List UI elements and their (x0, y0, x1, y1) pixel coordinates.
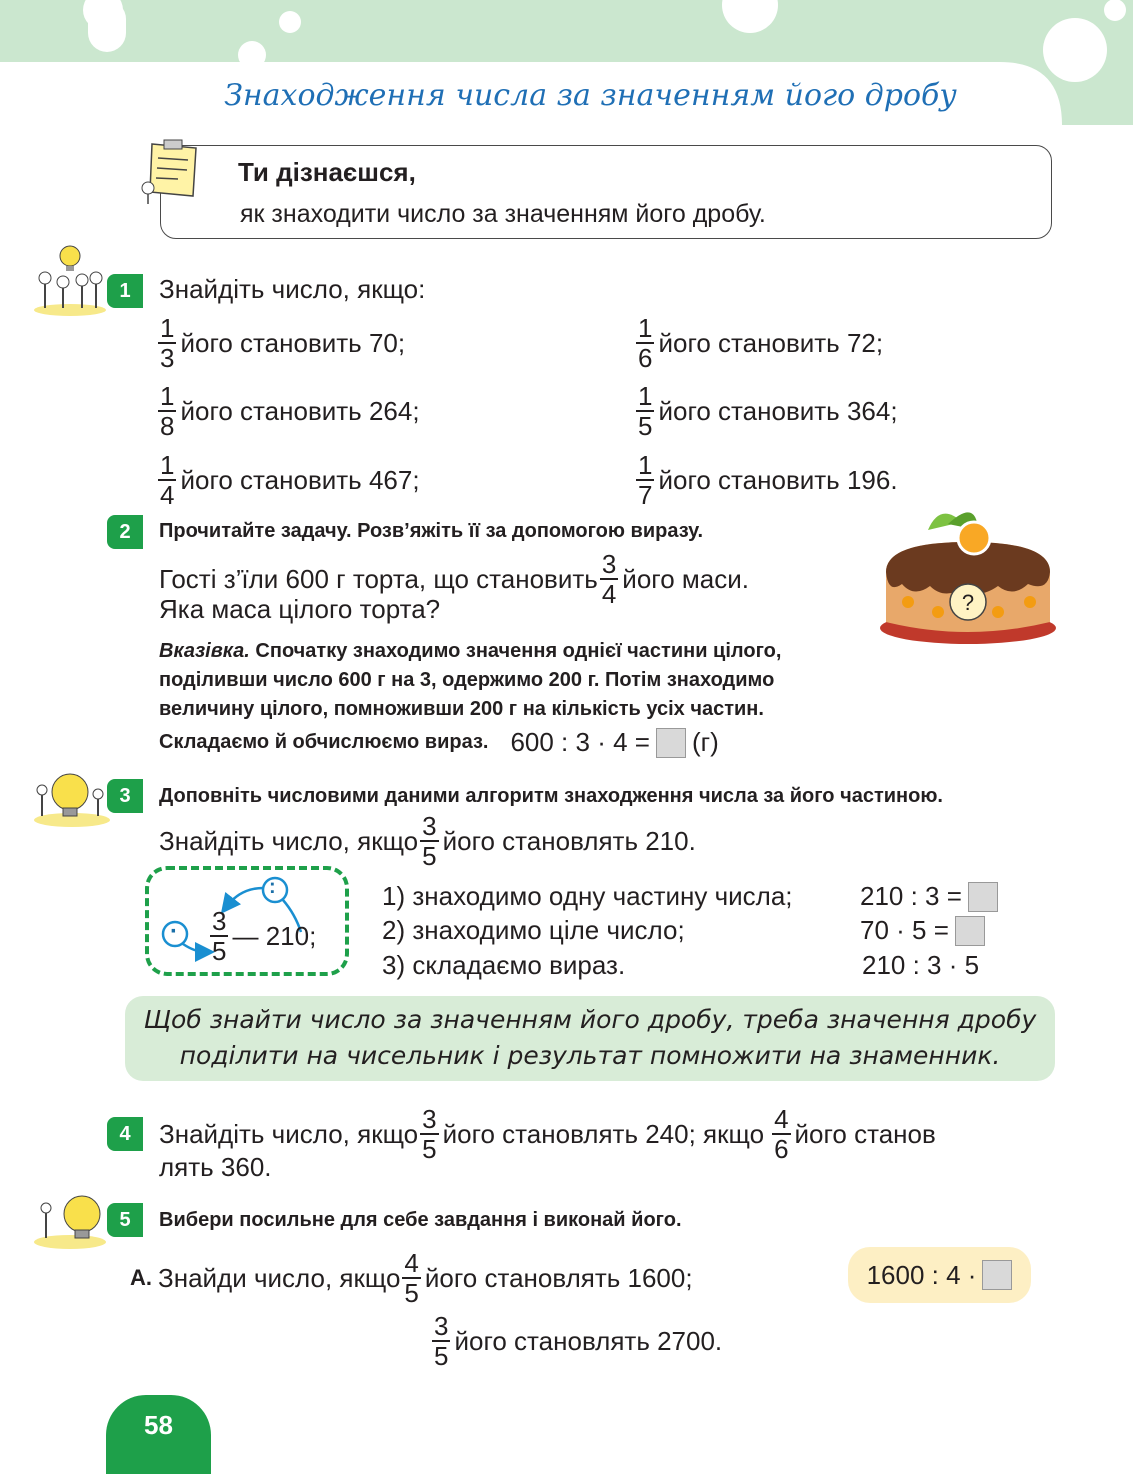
task-2-line2: Яка маса цілого торта? (159, 594, 441, 624)
info-heading: Ти дізнаєшся, (238, 157, 416, 187)
answer-box[interactable] (968, 882, 998, 912)
task-4-line2: лять 360. (159, 1152, 272, 1182)
diagram-fraction: $\frac{3}{5}$ — 210; (212, 906, 317, 966)
task-1-item: $\frac{1}{4}$ його становить 467; (160, 450, 420, 510)
algorithm-step-expr: 210 : 3 · 5 (862, 950, 980, 980)
task-1-prompt: Знайдіть число, якщо: (159, 274, 426, 304)
answer-box[interactable] (982, 1260, 1012, 1290)
task-2-hint-2: поділивши число 600 г на 3, одержимо 200 г. Потім знаходимо (159, 669, 775, 691)
algorithm-step-expr: 70 · 5 = (860, 915, 985, 946)
algorithm-step-expr: 210 : 3 = (860, 881, 998, 912)
lightbulb-helpers-icon (32, 768, 112, 828)
task-5-hint: 1600 : 4 · (848, 1247, 1031, 1303)
answer-box[interactable] (955, 916, 985, 946)
answer-box[interactable] (656, 728, 686, 758)
task-3-badge: 3 (107, 779, 143, 813)
task-2-hint-3: величину цілого, помноживши 200 г на кількість усіх частин. (159, 698, 764, 720)
task-5-prompt: Вибери посильне для себе завдання і виконай його. (159, 1209, 682, 1231)
task-5-badge: 5 (107, 1203, 143, 1237)
task-1-item: $\frac{1}{8}$ його становить 264; (160, 381, 420, 441)
lightbulb-person-icon (30, 1190, 110, 1250)
task-2-expression-row: Складаємо й обчислюємо вираз. 600 : 3 · 4 = (г) (159, 727, 719, 757)
task-1-item: $\frac{1}{5}$ його становить 364; (638, 381, 898, 441)
info-text: як знаходити число за значенням його дробу. (240, 200, 766, 228)
diagram-multiply-sign: · (170, 918, 178, 945)
task-1-item: $\frac{1}{7}$ його становить 196. (638, 450, 898, 510)
task-5-option-a-2: $\frac{3}{5}$ його становлять 2700. (434, 1311, 723, 1371)
task-3-line: Знайдіть число, якщо $\frac{3}{5}$ його становлять 210. (159, 811, 696, 871)
cake-illustration (878, 502, 1058, 648)
task-4-badge: 4 (107, 1117, 143, 1151)
task-1-item: $\frac{1}{6}$ його становить 72; (638, 313, 884, 373)
task-2-line1: Гості з’їли 600 г торта, що становить $\frac{3}{4}$ його маси. (159, 549, 749, 609)
diagram-divide-sign: : (269, 876, 276, 898)
algorithm-step: 2) знаходимо ціле число; (382, 915, 685, 945)
people-lightbulb-icon (30, 242, 108, 318)
task-2-badge: 2 (107, 515, 143, 549)
page-number: 58 (106, 1395, 211, 1474)
cake-question-mark: ? (961, 590, 975, 615)
page-title: Знаходження числа за значенням його дробу (224, 78, 957, 113)
task-3-prompt: Доповніть числовими даними алгоритм знаходження числа за його частиною. (159, 785, 943, 807)
rule-line-2: поділити на чисельник і результат помножити на знаменник. (179, 1041, 1001, 1070)
rule-box (125, 996, 1055, 1081)
task-2-prompt: Прочитайте задачу. Розв’яжіть її за допомогою виразу. (159, 520, 704, 542)
task-4-line1: Знайдіть число, якщо $\frac{3}{5}$ його становлять 240; якщо $\frac{4}{6}$ його станов (159, 1104, 936, 1164)
task-5-option-a: А. Знайди число, якщо $\frac{4}{5}$ його становлять 1600; (130, 1248, 693, 1308)
algorithm-step: 3) складаємо вираз. (382, 950, 626, 980)
task-1-badge: 1 (107, 274, 143, 308)
rule-line-1: Щоб знайти число за значенням його дробу, треба значення дробу (143, 1005, 1037, 1034)
algorithm-step: 1) знаходимо одну частину числа; (382, 881, 793, 911)
task-1-item: $\frac{1}{3}$ його становить 70; (160, 313, 406, 373)
task-2-hint-1: Вказівка. Спочатку знаходимо значення однієї частини цілого, (159, 640, 782, 662)
note-icon (138, 138, 204, 208)
